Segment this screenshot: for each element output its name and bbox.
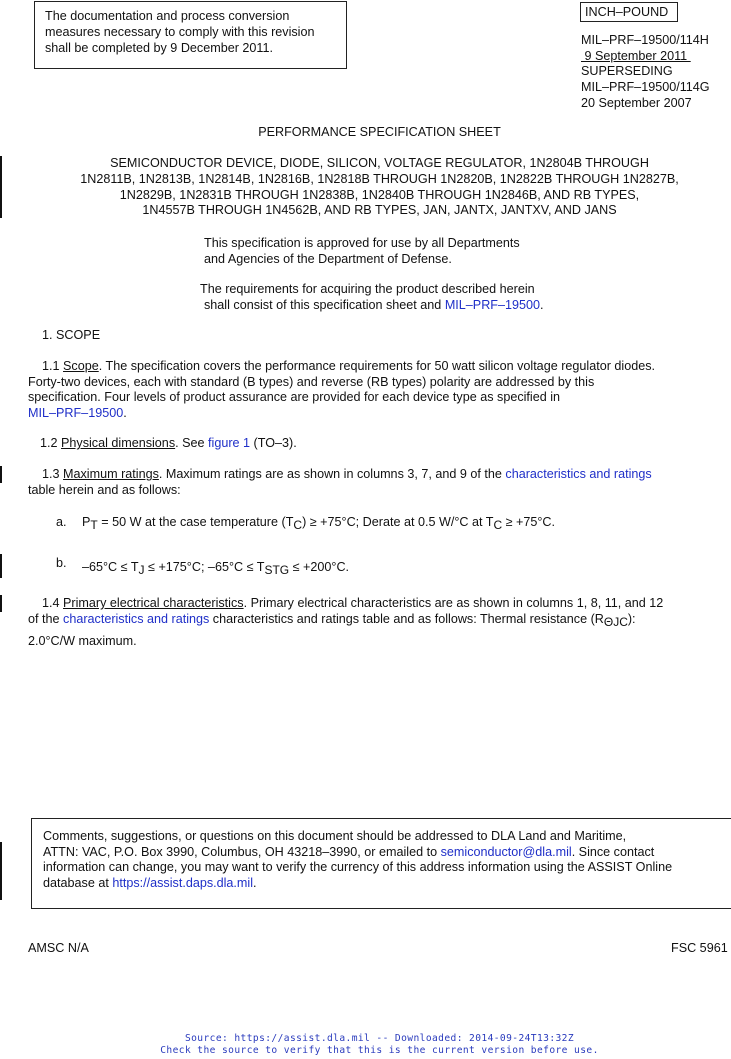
assist-url-link[interactable]: https://assist.daps.dla.mil <box>112 875 254 890</box>
download-source-notice <box>0 1033 731 1057</box>
inch-pound-label <box>580 2 678 22</box>
section-1-3-line-1: 1.3 Maximum ratings. Maximum ratings are as shown in columns 3, 7, and 9 of the characteristics and ratings <box>42 467 652 481</box>
section-1-4 <box>28 596 731 650</box>
superseding-label: SUPERSEDING <box>581 64 673 79</box>
change-bar <box>0 595 2 612</box>
approval-line-2: and Agencies of the Department of Defense. <box>204 252 452 266</box>
section-1-3-line-2: table herein and as follows: <box>28 482 181 497</box>
requirements-line-1: The requirements for acquiring the product described herein <box>200 282 535 296</box>
comments-line-4: database at https://assist.daps.dla.mil. <box>43 875 257 890</box>
figure-1-link[interactable]: figure 1 <box>208 436 251 450</box>
section-1-1-line-4: MIL–PRF–19500. <box>28 405 127 420</box>
section-1-1-line-1: 1.1 Scope. The specification covers the performance requirements for 50 watt silicon voltage regulator diodes. <box>42 359 656 373</box>
source-line-1: Source: https://assist.dla.mil -- Downloaded: 2014-09-24T13:32Z <box>184 1033 575 1044</box>
notice-line-2: measures necessary to comply with this revision <box>45 25 315 39</box>
section-1-heading: 1. SCOPE <box>42 328 101 342</box>
title-line-3: 1N2829B, 1N2831B THROUGH 1N2838B, 1N2840B THROUGH 1N2846B, AND RB TYPES, <box>119 187 640 202</box>
change-bar <box>0 554 2 578</box>
conversion-notice-box <box>34 1 347 69</box>
rating-a-text: $P_T = 50$ W at the case temperature $(T_C) \ge +75^\circ C$; Derate at 0.5 W/°C at $T_C \ge +75^\circ C$. <box>82 515 556 532</box>
section-1-2-title: Physical dimensions <box>61 436 176 450</box>
title-line-2: 1N2811B, 1N2813B, 1N2814B, 1N2816B, 1N2818B THROUGH 1N2820B, 1N2822B THROUGH 1N2827B, <box>80 171 679 186</box>
inch-pound-text: INCH–POUND <box>585 5 669 19</box>
doc-date: 9 September 2011 <box>581 48 691 63</box>
mil-prf-19500-link-2[interactable]: MIL–PRF–19500 <box>28 405 124 420</box>
characteristics-ratings-link[interactable]: characteristics and ratings <box>505 467 652 481</box>
section-1-3-title: Maximum ratings <box>63 467 159 481</box>
old-doc-date: 20 September 2007 <box>581 95 692 110</box>
document-id-block <box>581 33 731 112</box>
document-title <box>0 156 731 219</box>
section-1-1-line-3: specification. Four levels of product assurance are provided for each device type as specified in <box>28 390 561 404</box>
section-1-1-title: Scope <box>63 359 99 373</box>
section-1-4-title: Primary electrical characteristics <box>63 596 244 610</box>
change-bar <box>0 842 2 900</box>
requirements-line-2: shall consist of this specification sheet and MIL–PRF–19500. <box>204 298 544 312</box>
doc-id: MIL–PRF–19500/114H <box>581 33 709 47</box>
source-line-2: Check the source to verify that this is the current version before use. <box>160 1045 599 1056</box>
rating-a-label: a. <box>56 515 67 529</box>
characteristics-ratings-link-2[interactable]: characteristics and ratings <box>63 611 210 626</box>
section-1-2: 1.2 Physical dimensions. See figure 1 (TO–3). <box>40 436 297 450</box>
comments-line-3: information can change, you may want to verify the currency of this address information using the ASSIST Online <box>43 860 673 875</box>
rating-b-text: $-65^\circ C \le T_J \le +175^\circ C$; $-65^\circ C \le T_{STG} \le +200^\circ C$. <box>82 560 350 577</box>
comments-box <box>31 818 731 909</box>
approval-statement <box>204 235 624 267</box>
section-1-4-line-1: 1.4 Primary electrical characteristics. Primary electrical characteristics are as shown in columns 1, 8, 11, and 12 <box>42 596 664 610</box>
amsc-label: AMSC N/A <box>28 941 89 955</box>
approval-line-1: This specification is approved for use by all Departments <box>204 236 520 250</box>
title-line-1: SEMICONDUCTOR DEVICE, DIODE, SILICON, VOLTAGE REGULATOR, 1N2804B THROUGH <box>110 156 649 170</box>
section-1-1 <box>28 359 728 421</box>
change-bar <box>0 466 2 483</box>
comments-line-2: ATTN: VAC, P.O. Box 3990, Columbus, OH 43218–3990, or emailed to semiconductor@dla.mil. Since contact <box>43 844 655 859</box>
rating-b-label: b. <box>56 556 67 570</box>
section-1-1-line-2: Forty-two devices, each with standard (B types) and reverse (RB types) polarity are addressed by this <box>28 374 595 389</box>
old-doc-id: MIL–PRF–19500/114G <box>581 80 710 95</box>
section-1-3 <box>28 467 728 498</box>
notice-line-1: The documentation and process conversion <box>45 9 290 23</box>
section-1-4-line-3: 2.0°C/W maximum. <box>28 634 137 648</box>
mil-prf-19500-link[interactable]: MIL–PRF–19500 <box>444 298 541 312</box>
email-link[interactable]: semiconductor@dla.mil <box>440 844 572 859</box>
comments-line-1: Comments, suggestions, or questions on this document should be addressed to DLA Land and Maritime, <box>43 829 627 843</box>
fsc-label: FSC 5961 <box>671 941 728 955</box>
title-line-4: 1N4557B THROUGH 1N4562B, AND RB TYPES, JAN, JANTX, JANTXV, AND JANS <box>142 203 617 218</box>
section-1-4-line-2: of the characteristics and ratings characteristics and ratings table and as follows: Thermal resistance $(R_{\Theta JC})$: <box>28 611 636 629</box>
requirements-statement <box>200 281 660 313</box>
sheet-title: PERFORMANCE SPECIFICATION SHEET <box>258 125 501 139</box>
notice-line-3: shall be completed by 9 December 2011. <box>45 41 273 55</box>
